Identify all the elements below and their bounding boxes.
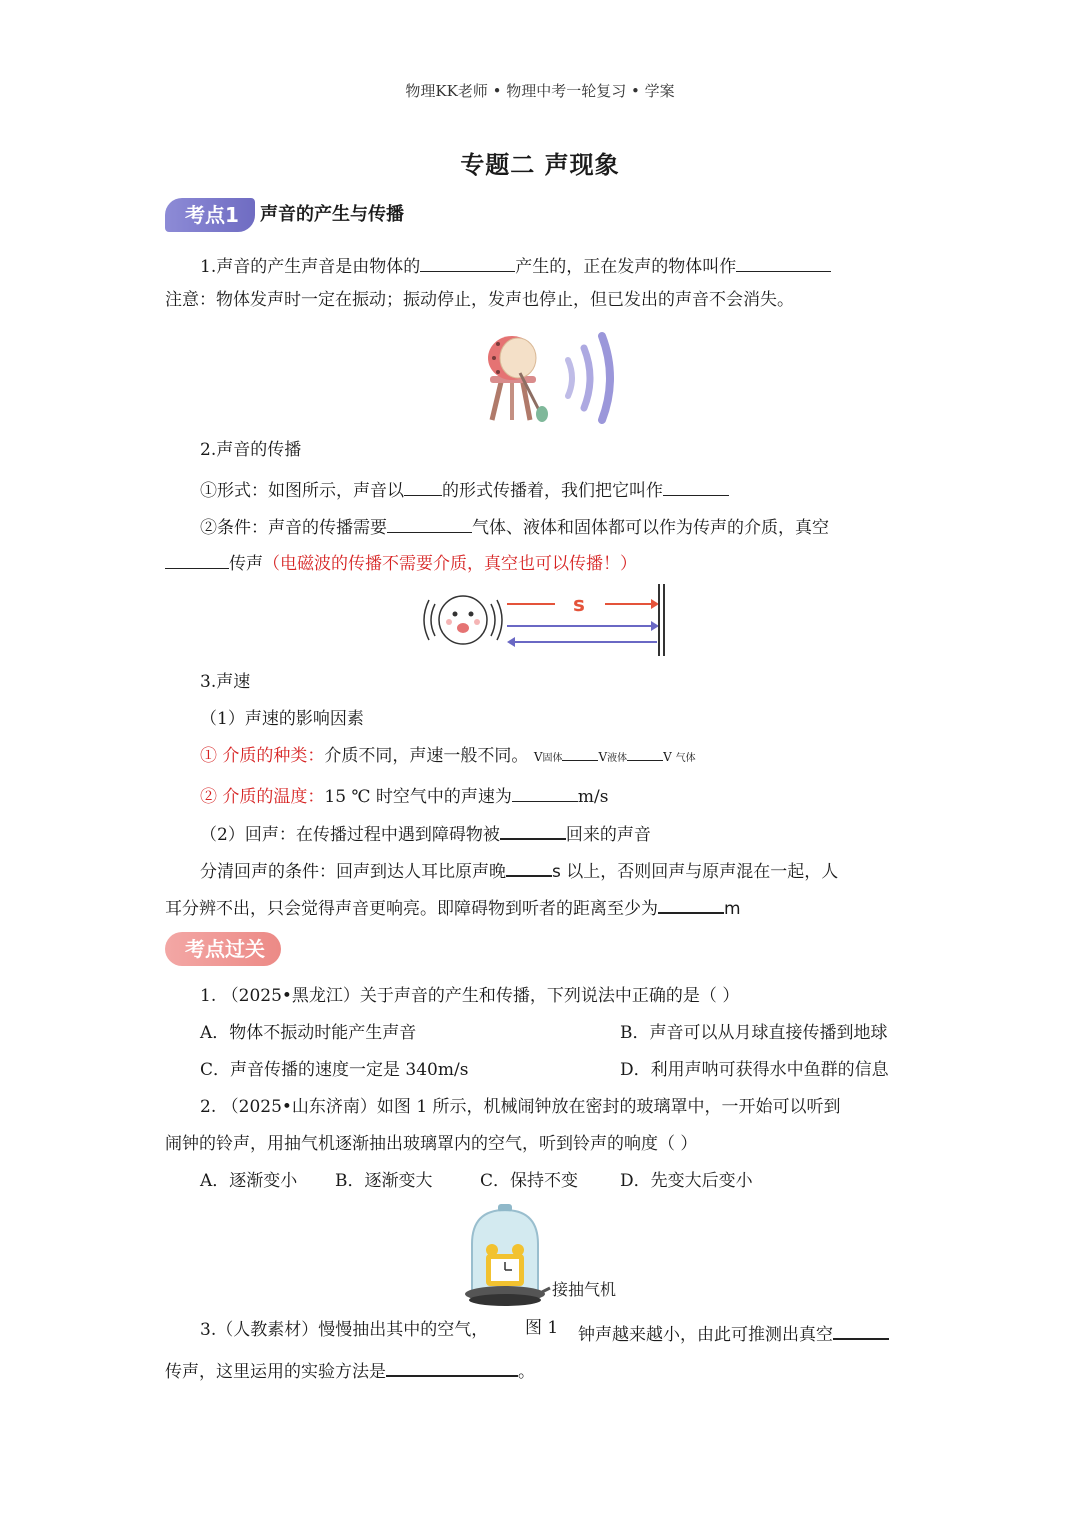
em-wave-note: （电磁波的传播不需要介质，真空也可以传播！） bbox=[263, 554, 637, 574]
blank-distance[interactable] bbox=[658, 894, 724, 914]
condition-line bbox=[200, 514, 829, 538]
cond-text-b: 气体、液体和固体都可以作为传声的介质，真空 bbox=[472, 518, 829, 538]
factor1-label: ① 介质的种类： bbox=[200, 746, 325, 766]
p1-text-a: 1.声音的产生声音是由物体的 bbox=[200, 257, 421, 277]
q2-option-d[interactable]: D．先变大后变小 bbox=[620, 1171, 753, 1191]
cond-text-a: ②条件：声音的传播需要 bbox=[200, 518, 387, 538]
blank-medium[interactable] bbox=[387, 514, 472, 533]
q3-text-a: 3.（人教素材）慢慢抽出其中的空气， bbox=[200, 1320, 489, 1340]
blank-time[interactable] bbox=[506, 857, 552, 877]
return-arrow bbox=[507, 637, 657, 647]
bell-jar-figure bbox=[462, 1204, 552, 1310]
jar-base bbox=[465, 1286, 545, 1306]
question-2-line-2: 闹钟的铃声，用抽气机逐渐抽出玻璃罩内的空气，听到铃声的响度（ ） bbox=[165, 1134, 698, 1154]
echo-cond-text-c: 耳分辨不出，只会觉得声音更响亮。即障碍物到听者的距离至少为 bbox=[165, 899, 658, 919]
blank-vibration[interactable] bbox=[420, 253, 515, 272]
cond-text-c: 传声 bbox=[229, 554, 263, 574]
q1-option-d[interactable]: D．利用声呐可获得水中鱼群的信息 bbox=[620, 1060, 889, 1080]
q1-option-a[interactable]: A．物体不振动时能产生声音 bbox=[200, 1023, 417, 1043]
p1-text-b: 产生的，正在发声的物体叫作 bbox=[515, 257, 737, 277]
echo-cond-text-b: s 以上，否则回声与原声混在一起，人 bbox=[552, 862, 839, 882]
drum-illustration bbox=[480, 328, 640, 428]
distance-unit: m bbox=[724, 899, 741, 919]
blank-source[interactable] bbox=[736, 253, 831, 272]
question-3-line-1b bbox=[578, 1320, 889, 1345]
question-2-line-1: 2. （2025•山东济南）如图 1 所示，机械闹钟放在密封的玻璃罩中，一开始可以听到 bbox=[200, 1097, 841, 1117]
v-solid-sub: 固体 bbox=[542, 753, 563, 764]
q2-option-a[interactable]: A．逐渐变小 bbox=[200, 1171, 298, 1191]
speed-unit: m/s bbox=[577, 787, 609, 807]
speed-factors-title: （1）声速的影响因素 bbox=[200, 709, 364, 729]
blank-reflect[interactable] bbox=[500, 820, 566, 840]
blank-method[interactable] bbox=[386, 1357, 518, 1377]
question-3-line-2 bbox=[165, 1357, 535, 1382]
blank-wave[interactable] bbox=[404, 477, 442, 496]
drum-stand bbox=[490, 376, 536, 420]
echo-diagram bbox=[415, 582, 665, 658]
page-title: 专题二 声现象 bbox=[460, 151, 620, 179]
paragraph-2-title: 2.声音的传播 bbox=[200, 440, 302, 460]
section-heading: 声音的产生与传播 bbox=[260, 204, 404, 225]
factor1-text: 介质不同，声速一般不同。 bbox=[324, 746, 529, 766]
form-line bbox=[200, 477, 729, 501]
vacuum-pipe bbox=[542, 1288, 550, 1292]
v-liquid-sub: 液体 bbox=[607, 753, 628, 764]
echo-text-b: 回来的声音 bbox=[565, 825, 651, 845]
q2-option-b[interactable]: B．逐渐变大 bbox=[335, 1171, 433, 1191]
factor-temp-line bbox=[200, 783, 608, 807]
page-header: 物理KK老师 • 物理中考一轮复习 • 学案 bbox=[405, 82, 675, 100]
blank-compare-2[interactable] bbox=[627, 750, 663, 761]
paragraph-3-title: 3.声速 bbox=[200, 672, 251, 692]
question-1: 1. （2025•黑龙江）关于声音的产生和传播，下列说法中正确的是（ ） bbox=[200, 986, 740, 1006]
factor2-text: 15 ℃ 时空气中的声速为 bbox=[324, 787, 512, 807]
sound-wave-icon bbox=[568, 336, 610, 420]
q3-text-c: 传声，这里运用的实验方法是 bbox=[165, 1362, 386, 1382]
blank-compare-1[interactable] bbox=[562, 750, 598, 761]
form-text-b: 的形式传播着，我们把它叫作 bbox=[442, 481, 663, 501]
blank-soundwave[interactable] bbox=[663, 477, 729, 496]
distance-label-s: s bbox=[573, 592, 585, 616]
section-tag-kaodian-guoguan: 考点过关 bbox=[165, 932, 281, 966]
echo-line bbox=[200, 820, 651, 845]
blank-vacuum-sound[interactable] bbox=[833, 1320, 889, 1340]
v-gas-sub: 气体 bbox=[675, 753, 696, 764]
form-text-a: ①形式：如图所示，声音以 bbox=[200, 481, 404, 501]
outgoing-arrow bbox=[507, 621, 659, 631]
condition-line-2 bbox=[165, 550, 637, 574]
obstacle-wall bbox=[659, 584, 664, 656]
note-text: 注意：物体发声时一定在振动；振动停止，发声也停止，但已发出的声音不会消失。 bbox=[165, 290, 794, 310]
q3-text-b: 钟声越来越小，由此可推测出真空 bbox=[578, 1325, 833, 1345]
echo-cond-text-a: 分清回声的条件：回声到达人耳比原声晚 bbox=[200, 862, 506, 882]
q2-option-c[interactable]: C．保持不变 bbox=[480, 1171, 579, 1191]
paragraph-1 bbox=[200, 253, 831, 277]
echo-condition-line-2 bbox=[165, 894, 741, 919]
v-gas: V bbox=[663, 750, 672, 764]
q1-option-c[interactable]: C．声音传播的速度一定是 340m/s bbox=[200, 1060, 469, 1080]
factor2-label: ② 介质的温度： bbox=[200, 787, 325, 807]
question-3-line-1 bbox=[200, 1320, 488, 1340]
echo-condition-line bbox=[200, 857, 838, 882]
pump-label: 接抽气机 bbox=[552, 1280, 617, 1299]
v-liquid: V bbox=[598, 750, 608, 764]
drum-icon bbox=[488, 336, 536, 380]
blank-speed[interactable] bbox=[512, 783, 578, 802]
figure-caption: 图 1 bbox=[525, 1318, 559, 1338]
speaker-character-icon bbox=[424, 596, 502, 644]
q3-text-end: 。 bbox=[518, 1362, 535, 1382]
q1-option-b[interactable]: B．声音可以从月球直接传播到地球 bbox=[620, 1023, 888, 1043]
v-solid: V bbox=[533, 750, 543, 764]
section-tag-kaodian1: 考点1 bbox=[165, 198, 255, 232]
echo-text-a: （2）回声：在传播过程中遇到障碍物被 bbox=[200, 825, 500, 845]
factor-medium-line bbox=[200, 746, 696, 769]
blank-vacuum[interactable] bbox=[165, 550, 229, 569]
